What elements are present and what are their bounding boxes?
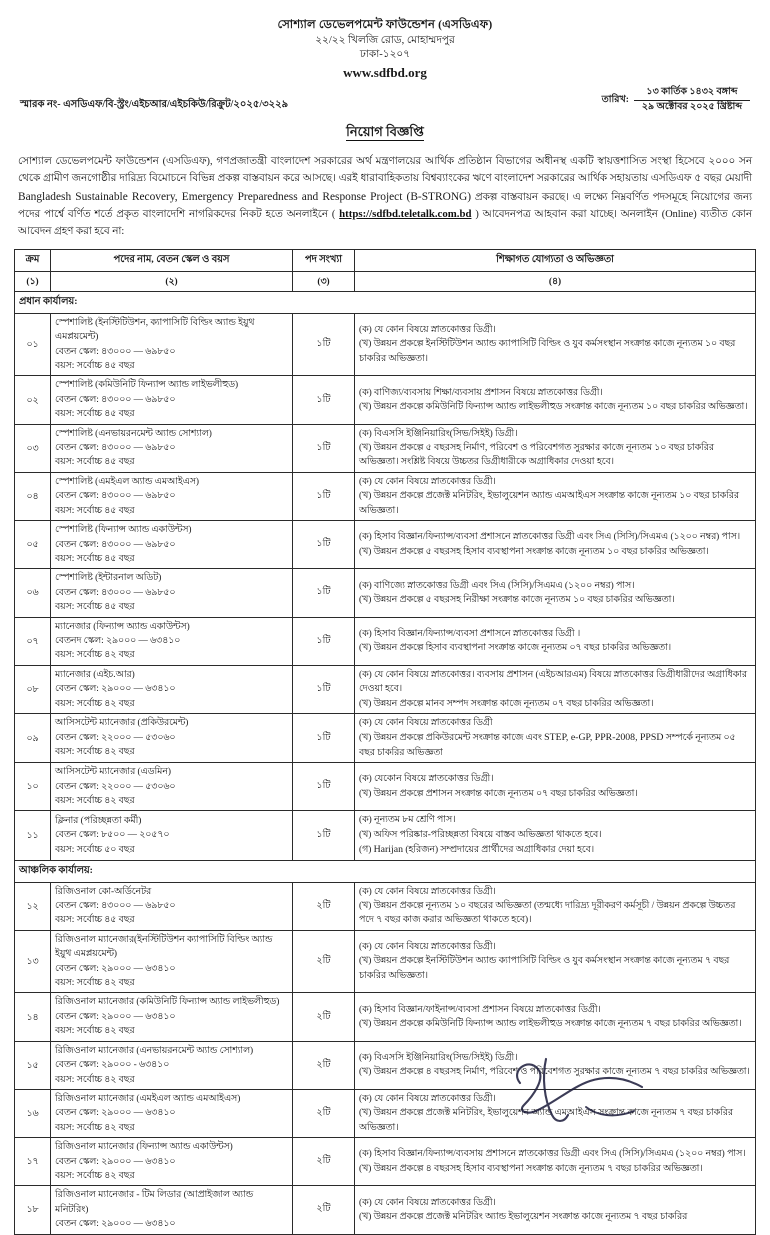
- row-qualifications: [355, 313, 756, 376]
- row-post-count: ১টি: [293, 472, 355, 520]
- row-post-details: [51, 472, 293, 520]
- row-post-count: ১টি: [293, 376, 355, 424]
- table-body: [15, 291, 756, 1234]
- qualification-item: (ক) যে কোন বিষয়ে স্নাতকোত্তর ডিগ্রী: [359, 717, 493, 728]
- qualification-item: (খ) উন্নয়ন প্রকল্পে প্রশাসন সংক্রান্ত কাজে নূন্যতম ০৭ বছর চাকরির অভিজ্ঞতা।: [359, 788, 638, 799]
- qualification-item: (খ) উন্নয়ন প্রকল্পে ৫ বছরসহ নির্মাণ, পরিবেশ ও পরিবেশগত সুরক্ষার কাজে নূন্যতম ১০ বছর চাকরির অভিজ্ঞতা। সংশ্লিষ্ট বিষয়ে উচ্চতর ডিগ্রীধারীকে অগ্রাধিকার দেওয়া হবে।: [359, 443, 715, 468]
- qualification-item: (গ) Harijan (হরিজন) সম্প্রদায়ের প্রার্থীদের অগ্রাধিকার দেয়া হবে।: [359, 844, 595, 856]
- row-qualifications: [355, 1186, 756, 1234]
- colnum-2: (২): [51, 271, 293, 291]
- post-name: ক্লিনার (পরিচ্ছন্নতা কর্মী): [55, 815, 142, 826]
- post-name: স্পেশালিষ্ট (ইন্টারনাল অডিট): [55, 573, 162, 584]
- table-head: [15, 249, 756, 291]
- row-qualifications: [355, 521, 756, 569]
- row-qualifications: [355, 763, 756, 811]
- qualification-item: (ক) যে কোন বিষয়ে স্নাতকোত্তর ডিগ্রী।: [359, 1093, 496, 1104]
- qualification-item: (ক) যে কোন বিষয়ে স্নাতকোত্তর ডিগ্রী।: [359, 886, 496, 897]
- qualification-item: (খ) উন্নয়ন প্রকল্পে প্রকিউরমেন্ট সংক্রান্ত কাজে এবং STEP, e-GP, PPR-2008, PPSD সম্পর্কে নূন্যতম ০৫ বছর চাকরির অভিজ্ঞতা: [359, 732, 736, 758]
- row-post-count: ২টি: [293, 882, 355, 930]
- post-age-limit: বয়স: সর্বোচ্চ ৪৫ বছর: [55, 409, 135, 420]
- memo-date-row: [14, 87, 756, 114]
- post-salary-scale: বেতন স্কেল: ২৯০০০ — ৬৩৪১০: [55, 1108, 176, 1119]
- post-salary-scale: বেতন স্কেল: ৪৩০০০ — ৬৯৮৫০: [55, 443, 176, 454]
- memo-number: স্মারক নং- এসডিএফ/বি-স্ট্রং/এইচআর/এইচকিউ/রিক্রুট/২০২৫/৩২২৯: [20, 99, 289, 111]
- post-salary-scale: বেতন স্কেল: ২৯০০০ - ৬৩৪১০: [55, 1060, 170, 1071]
- table-row: [15, 569, 756, 617]
- row-serial: ০৮: [15, 665, 51, 713]
- qualification-item: (ক) বিএসসি ইঞ্জিনিয়ারিং(সিভ/সিইই) ডিগ্রী।: [359, 1052, 518, 1063]
- row-qualifications: [355, 472, 756, 520]
- post-salary-scale: বেতন স্কেল: ২৯০০০ — ৬৩৪১০: [55, 1219, 176, 1230]
- row-serial: ১৮: [15, 1186, 51, 1234]
- row-post-count: ২টি: [293, 1138, 355, 1186]
- row-qualifications: [355, 811, 756, 860]
- row-post-count: ২টি: [293, 1186, 355, 1234]
- row-qualifications: [355, 617, 756, 665]
- post-salary-scale: বেতন স্কেল: ২৯০০০ — ৬৩৪১০: [55, 1156, 176, 1167]
- post-age-limit: বয়স: সর্বোচ্চ ৪২ বছর: [55, 698, 135, 709]
- row-post-details: [51, 521, 293, 569]
- row-post-details: [51, 882, 293, 930]
- vacancy-table: [14, 249, 756, 1235]
- application-url-link[interactable]: https://sdfbd.teletalk.com.bd: [339, 208, 472, 221]
- date-gregorian: ২৯ অক্টোবর ২০২৫ খ্রিষ্টাব্দ: [641, 102, 742, 113]
- row-post-count: ১টি: [293, 569, 355, 617]
- post-name: আসিসটেন্ট ম্যানেজার (এডমিন): [55, 767, 171, 778]
- post-name: আসিসটেন্ট ম্যানেজার (প্রকিউরমেন্ট): [55, 718, 189, 729]
- post-age-limit: বয়স: সর্বোচ্চ ৪৫ বছর: [55, 553, 135, 564]
- post-name: স্পেশালিষ্ট (ফিন্যান্স অ্যান্ড একাউন্টস): [55, 525, 192, 536]
- row-qualifications: [355, 1138, 756, 1186]
- row-post-details: [51, 376, 293, 424]
- qualification-item: (ক) যে কোন বিষয়ে স্নাতকোত্তর ডিগ্রী।: [359, 1197, 496, 1208]
- post-salary-scale: বেতন স্কেল: ৪৩০০০ — ৬৯৮৫০: [55, 587, 176, 598]
- row-qualifications: [355, 930, 756, 993]
- organization-website[interactable]: www.sdfbd.org: [343, 64, 427, 80]
- row-post-details: [51, 665, 293, 713]
- post-salary-scale: বেতন স্কেল: ২২০০০ — ৫৩০৬০: [55, 732, 176, 743]
- project-title-english: Bangladesh Sustainable Recovery, Emergency Preparedness and Response Project (B-STRONG): [18, 190, 472, 203]
- post-salary-scale: বেতন স্কেল: ৪৩০০০ — ৬৯৮৫০: [55, 901, 176, 912]
- qualification-item: (খ) উন্নয়ন প্রকল্পে প্রজেক্ট মনিটরিং, ইভালুয়েশন অ্যান্ড এমআইএস সংক্রান্ত কাজে নূন্যতম ১০ বছর চাকরির অভিজ্ঞতা।: [359, 491, 739, 516]
- table-row: [15, 472, 756, 520]
- post-age-limit: বয়স: সর্বোচ্চ ৪২ বছর: [55, 650, 135, 661]
- row-post-details: [51, 1089, 293, 1137]
- qualification-item: (ক) বাণিজ্যে স্নাতকোত্তর ডিগ্রী এবং সিএ (সিসি)/সিএমএ (১২০০ নম্বর) পাস।: [359, 580, 635, 591]
- post-age-limit: বয়স: সর্বোচ্চ ৪৫ বছর: [55, 915, 135, 926]
- qualification-item: (খ) উন্নয়ন প্রকল্পে প্রজেক্ট মনিটরিং, ইভালুয়েশন অ্যান্ড এমআইএস সংক্রান্ত কাজে নূন্যতম ৭ বছর চাকরির অভিজ্ঞতা।: [359, 1108, 733, 1133]
- table-row: [15, 313, 756, 376]
- row-post-details: [51, 424, 293, 472]
- post-name: ম্যানেজার (ফিন্যান্স অ্যান্ড একাউন্টস): [55, 621, 190, 632]
- table-row: [15, 521, 756, 569]
- row-serial: ১৭: [15, 1138, 51, 1186]
- colnum-3: (৩): [293, 271, 355, 291]
- qualification-item: (ক) যে কোন বিষয়ে স্নাতকোত্তর ডিগ্রী।: [359, 942, 496, 953]
- post-name: রিজিওনাল ম্যানেজার (এনভায়রনমেন্ট অ্যান্ড সোশ্যাল): [55, 1045, 254, 1056]
- table-header-row: [15, 249, 756, 271]
- row-qualifications: [355, 569, 756, 617]
- row-post-details: [51, 1138, 293, 1186]
- row-serial: ১৪: [15, 993, 51, 1041]
- intro-part-3: ) আবেদনপত্র আহবান করা যাচ্ছে। অনলাইন (Online) ব্যতীত কোন আবেদন গ্রহণ করা হবে না:: [18, 209, 752, 238]
- post-age-limit: বয়স: সর্বোচ্চ ৪২ বছর: [55, 796, 135, 806]
- section-header-row: [15, 291, 756, 313]
- row-post-count: ২টি: [293, 1089, 355, 1137]
- table-row: [15, 993, 756, 1041]
- post-salary-scale: বেতন স্কেল: ২২০০০ — ৫৩০৬০: [55, 781, 176, 792]
- intro-part-2: প্রকল্প বাস্তবায়ন করছে। এ লক্ষ্যে নিম্নবর্ণিত পদসমূহে নিয়োগের জন্য পদের পার্শ্বে বর্ণিত শর্তে প্রকৃত বাংলাদেশি নাগরিকদের নিকট হতে অনলাইনে (: [18, 191, 752, 221]
- qualification-item: (ক) বাণিজ্য/ব্যবসায় শিক্ষা/ব্যবসায় প্রশাসন বিষয়ে স্নাতকোত্তর ডিগ্রী।: [359, 387, 603, 398]
- post-age-limit: বয়স: সর্বোচ্চ ৫০ বছর: [55, 844, 135, 855]
- row-post-details: [51, 930, 293, 993]
- qualification-item: (ক) হিসাব বিজ্ঞান/ফিন্যান্স/ব্যবসা প্রশাসনে স্নাতকোত্তর ডিগ্রী এবং সিএ (সিসি)/সিএমএ (১২০০ নম্বর) পাস।: [359, 532, 741, 543]
- date-label: তারিখ:: [601, 95, 629, 106]
- row-serial: ১০: [15, 763, 51, 811]
- qualification-item: (খ) উন্নয়ন প্রকল্পে হিসাব ব্যবস্থাপনা সংক্রান্ত কাজে নূন্যতম ০৭ বছর চাকরির অভিজ্ঞতা।: [359, 643, 672, 654]
- page-title-text: নিয়োগ বিজ্ঞপ্তি: [346, 124, 424, 140]
- row-serial: ০৭: [15, 617, 51, 665]
- qualification-item: (খ) উন্নয়ন প্রকল্পে মানব সম্পদ সংক্রান্ত কাজে নূন্যতম ০৭ বছর চাকরির অভিজ্ঞতা।: [359, 698, 654, 709]
- qualification-item: (খ) উন্নয়ন প্রকল্পে ইনস্টিটিউশন অ্যান্ড ক্যাপাসিটি বিল্ডিং ও যুব কর্মসংস্থান সংক্রান্ত কাজে নূন্যতম ৭ বছর চাকরির অভিজ্ঞতা।: [359, 956, 730, 981]
- row-serial: ১৫: [15, 1041, 51, 1089]
- row-post-count: ১টি: [293, 521, 355, 569]
- post-salary-scale: বেতন স্কেল: ৪৩০০০ — ৬৯৮৫০: [55, 346, 176, 357]
- table-row: [15, 713, 756, 762]
- qualification-item: (খ) উন্নয়ন প্রকল্পে প্রজেক্ট মনিটরিং অ্যান্ড ইভালুয়েশন সংক্রান্ত কাজে নূন্যতম ৭ বছর চাকরির: [359, 1211, 688, 1222]
- post-age-limit: বয়স: সর্বোচ্চ ৪২ বছর: [55, 747, 135, 758]
- post-age-limit: বয়স: সর্বোচ্চ ৪৫ বছর: [55, 457, 135, 468]
- qualification-item: (ক) যে কোন বিষয়ে স্নাতকোত্তর। ব্যবসায় প্রশাসন (এইচআরএম) বিষয়ে স্নাতকোত্তর ডিগ্রীধারীদের অগ্রাধিকার দেওয়া হবে।: [359, 669, 748, 695]
- row-post-count: ১টি: [293, 313, 355, 376]
- qualification-item: (খ) উন্নয়ন প্রকল্পে ইনস্টিটিউশন অ্যান্ড ক্যাপাসিটি বিল্ডিং ও যুব কর্মসংস্থান সংক্রান্ত কাজে নূন্যতম ১০ বছর চাকরির অভিজ্ঞতা।: [359, 339, 736, 364]
- post-salary-scale: বেতন স্কেল: ২৯০০০ — ৬৩৪১০: [55, 1011, 176, 1022]
- header-post-name: পদের নাম, বেতন স্কেল ও বয়স: [51, 249, 293, 271]
- organization-address-line1: ২২/২২ খিলজি রোড, মোহাম্মদপুর: [315, 34, 455, 46]
- section-header-row: [15, 860, 756, 882]
- qualification-item: (খ) অফিস পরিষ্কার-পরিচ্ছন্নতা বিষয়ে বাস্তব অভিজ্ঞতা থাকতে হবে।: [359, 829, 602, 840]
- row-post-details: [51, 1041, 293, 1089]
- post-name: রিজিওনাল ম্যানেজার(ইনস্টিটিউশন ক্যাপাসিটি বিল্ডিং অ্যান্ড ইয়ুথ এমপ্লয়মেন্ট): [55, 934, 273, 960]
- post-age-limit: বয়স: সর্বোচ্চ ৪২ বছর: [55, 978, 135, 989]
- post-name: রিজিওনাল ম্যানেজার (এমইএল অ্যান্ড এমআইএস): [55, 1093, 241, 1104]
- post-name: ম্যানেজার (এইচ.আর): [55, 669, 135, 680]
- row-serial: ০৯: [15, 713, 51, 762]
- colnum-4: (৪): [355, 271, 756, 291]
- qualification-item: (ক) বিএসসি ইঞ্জিনিয়ারিং(সিভ/সিইই) ডিগ্রী।: [359, 428, 518, 439]
- row-post-details: [51, 313, 293, 376]
- row-post-count: ১টি: [293, 713, 355, 762]
- row-qualifications: [355, 665, 756, 713]
- header-qualification: শিক্ষাগত যোগ্যতা ও অভিজ্ঞতা: [355, 249, 756, 271]
- post-age-limit: বয়স: সর্বোচ্চ ৪৫ বছর: [55, 361, 135, 372]
- row-post-details: [51, 617, 293, 665]
- header-serial: ক্রম: [15, 249, 51, 271]
- row-qualifications: [355, 1041, 756, 1089]
- row-post-count: ২টি: [293, 930, 355, 993]
- post-age-limit: বয়স: সর্বোচ্চ ৪২ বছর: [55, 1026, 135, 1037]
- table-row: [15, 811, 756, 860]
- post-salary-scale: বেতন স্কেল: ২৯০০০ — ৬৩৪১০: [55, 684, 176, 695]
- row-qualifications: [355, 882, 756, 930]
- table-row: [15, 617, 756, 665]
- table-row: [15, 1041, 756, 1089]
- post-age-limit: বয়স: সর্বোচ্চ ৪২ বছর: [55, 1122, 135, 1133]
- qualification-item: (ক) যেকোন বিষয়ে স্নাতকোত্তর ডিগ্রী।: [359, 774, 494, 785]
- row-post-details: [51, 811, 293, 860]
- row-serial: ০১: [15, 313, 51, 376]
- qualification-item: (খ) উন্নয়ন প্রকল্পে নূন্যতম ১০ বছরের অভিজ্ঞতা (তন্মধ্যে দারিদ্র্য দূরীকরণ কর্মসূচী / উন্নয়ন প্রকল্পে উচ্চতর পদে ৭ বছর কাজ করার অভিজ্ঞতা থাকতে হবে)।: [359, 901, 736, 926]
- qualification-item: (খ) উন্নয়ন প্রকল্পে ৫ বছরসহ হিসাব ব্যবস্থাপনা সংক্রান্ত কাজে নূন্যতম ১০ বছর চাকরির অভিজ্ঞতা।: [359, 546, 709, 557]
- qualification-item: (খ) উন্নয়ন প্রকল্পে ৪ বছরসহ নির্মাণ, পরিবেশ ও পরিবেশগত সুরক্ষার কাজে নূন্যতম ৭ বছর চাকরির অভিজ্ঞতা।: [359, 1067, 750, 1078]
- page-title: [14, 123, 756, 144]
- row-post-count: ১টি: [293, 763, 355, 811]
- table-row: [15, 1138, 756, 1186]
- table-row: [15, 882, 756, 930]
- post-salary-scale: বেতন স্কেল: ৪৩০০০ — ৬৯৮৫০: [55, 394, 176, 405]
- qualification-item: (খ) উন্নয়ন প্রকল্পে ৪ বছরসহ হিসাব ব্যবস্থাপনা সংক্রান্ত কাজে নূন্যতম ৭ বছর চাকরির অভিজ্ঞতা।: [359, 1163, 703, 1174]
- colnum-1: (১): [15, 271, 51, 291]
- table-row: [15, 376, 756, 424]
- row-post-details: [51, 1186, 293, 1234]
- row-post-count: ১টি: [293, 811, 355, 860]
- row-serial: ০৫: [15, 521, 51, 569]
- table-row: [15, 424, 756, 472]
- date-block: [602, 87, 750, 114]
- post-salary-scale: বেতন স্কেল: ২৯০০০ — ৬৩৪১০: [55, 963, 176, 974]
- section-heading: প্রধান কার্যালয়:: [15, 291, 756, 313]
- date-values: [634, 87, 750, 114]
- letterhead: [14, 18, 756, 81]
- row-qualifications: [355, 424, 756, 472]
- qualification-item: (ক) যে কোন বিষয়ে স্নাতকোত্তর ডিগ্রী।: [359, 476, 496, 487]
- post-name: স্পেশালিষ্ট (কমিউনিটি ফিন্যান্স অ্যান্ড লাইভলীহুড): [55, 380, 239, 391]
- qualification-item: (ক) হিসাব বিজ্ঞান/ফাইনান্স/ব্যবসা প্রশাসন বিষয়ে স্নাতকোত্তর ডিগ্রী।: [359, 1004, 601, 1015]
- row-serial: ০৬: [15, 569, 51, 617]
- table-row: [15, 930, 756, 993]
- row-post-details: [51, 763, 293, 811]
- post-name: রিজিওনাল ম্যানেজার (ফিন্যান্স অ্যান্ড একাউন্টস): [55, 1142, 233, 1153]
- row-serial: ০৪: [15, 472, 51, 520]
- row-serial: ০২: [15, 376, 51, 424]
- row-post-count: ১টি: [293, 665, 355, 713]
- row-serial: ১১: [15, 811, 51, 860]
- post-age-limit: বয়স: সর্বোচ্চ ৪৫ বছর: [55, 505, 135, 516]
- row-qualifications: [355, 1089, 756, 1137]
- post-name: রিজিওনাল ম্যানেজার (কমিউনিটি ফিন্যান্স অ্যান্ড লাইভলীহুড): [55, 997, 280, 1008]
- post-age-limit: বয়স: সর্বোচ্চ ৪৫ বছর: [55, 602, 135, 613]
- row-post-count: ২টি: [293, 1041, 355, 1089]
- qualification-item: (খ) উন্নয়ন প্রকল্পে কমিউনিটি ফিন্যান্স অ্যান্ড লাইভলীহুড সংক্রান্ত কাজে নূন্যতম ৭ বছর চাকরির অভিজ্ঞতা।: [359, 1019, 742, 1030]
- row-post-details: [51, 993, 293, 1041]
- intro-part-1: সোশ্যাল ডেভেলপমেন্ট ফাউন্ডেশন (এসডিএফ), গণপ্রজাতন্ত্রী বাংলাদেশ সরকারের অর্থ মন্ত্রণালয়ের আর্থিক প্রতিষ্ঠান বিভাগের অধীনস্থ একটি স্বায়ত্তশাসিত সংস্থা হিসেবে ২০০০ সন থেকে গ্রামীণ জনগোষ্ঠীর দারিদ্র্য বিমোচনে বিভিন্ন প্রকল্প বাস্তবায়ন করে আসছে। এরই ধারাবাহিকতায় বিশ্বব্যাংকের ঋণে বাংলাদেশ সরকারের আর্থিক সহায়তায় এসডিএফ ৫ বছর মেয়াদী: [18, 156, 752, 185]
- row-qualifications: [355, 993, 756, 1041]
- table-column-number-row: [15, 271, 756, 291]
- post-salary-scale: বেতনদ স্কেল: ২৯০০০ — ৬৩৪১০: [55, 635, 181, 646]
- organization-address-line2: ঢাকা-১২০৭: [359, 48, 411, 60]
- table-row: [15, 1186, 756, 1234]
- row-post-count: ১টি: [293, 424, 355, 472]
- row-post-details: [51, 713, 293, 762]
- row-serial: ১৬: [15, 1089, 51, 1137]
- row-serial: ১৩: [15, 930, 51, 993]
- intro-paragraph: [14, 154, 756, 240]
- qualification-item: (ক) নূন্যতম ৮ম শ্রেণি পাস।: [359, 815, 456, 826]
- row-qualifications: [355, 713, 756, 762]
- table-row: [15, 763, 756, 811]
- section-heading: আঞ্চলিক কার্যালয়:: [15, 860, 756, 882]
- post-age-limit: বয়স: সর্বোচ্চ ৪২ বছর: [55, 1074, 135, 1085]
- header-post-count: পদ সংখ্যা: [293, 249, 355, 271]
- post-name: রিজিওনাল ম্যানেজার - টিম লিডার (আপ্রাইজাল অ্যান্ড মনিটরিং): [55, 1190, 254, 1215]
- post-name: স্পেশালিষ্ট (ইনস্টিটিউশন, ক্যাপাসিটি বিল্ডিং অ্যান্ড ইয়ুথ এমপ্লয়মেন্ট): [55, 317, 255, 343]
- post-name: স্পেশালিষ্ট (এমইএল অ্যান্ড এমআইএস): [55, 476, 200, 487]
- table-row: [15, 665, 756, 713]
- post-salary-scale: বেতন স্কেল: ৪৩০০০ — ৬৯৮৫০: [55, 539, 176, 550]
- date-bangla: ১৩ কার্তিক ১৪৩২ বঙ্গাব্দ: [634, 87, 750, 101]
- qualification-item: (খ) উন্নয়ন প্রকল্পে কমিউনিটি ফিন্যান্স অ্যান্ড লাইভলীহুড সংক্রান্ত কাজে নূন্যতম ১০ বছর চাকরির অভিজ্ঞতা।: [359, 402, 748, 413]
- post-name: রিজিওনাল কো-অর্ডিনেটর: [55, 886, 152, 897]
- table-row: [15, 1089, 756, 1137]
- qualification-item: (ক) হিসাব বিজ্ঞান/ফিন্যান্স/ব্যবসায় প্রশাসনে স্নাতকোত্তর ডিগ্রী এবং সিএ (সিসি)/সিএমএ (১২০০ নম্বর) পাস।: [359, 1149, 746, 1160]
- row-qualifications: [355, 376, 756, 424]
- organization-name: সোশ্যাল ডেভেলপমেন্ট ফাউন্ডেশন (এসডিএফ): [277, 19, 493, 31]
- qualification-item: (খ) উন্নয়ন প্রকল্পে ৫ বছরসহ নিরীক্ষা সংক্রান্ত কাজে নূন্যতম ১০ বছর চাকরির অভিজ্ঞতা।: [359, 594, 675, 605]
- row-post-details: [51, 569, 293, 617]
- row-serial: ০৩: [15, 424, 51, 472]
- qualification-item: (ক) হিসাব বিজ্ঞান/ফিন্যান্স/ব্যবসা প্রশাসনে স্নাতকোত্তর ডিগ্রী ।: [359, 628, 581, 639]
- qualification-item: (ক) যে কোন বিষয়ে স্নাতকোত্তর ডিগ্রী।: [359, 325, 496, 336]
- post-name: স্পেশালিষ্ট (এনভায়রনমেন্ট অ্যান্ড সোশ্যাল): [55, 428, 212, 439]
- post-salary-scale: বেতন স্কেল: ৪৩০০০ — ৬৯৮৫০: [55, 491, 176, 502]
- row-serial: ১২: [15, 882, 51, 930]
- post-age-limit: বয়স: সর্বোচ্চ ৪২ বছর: [55, 1170, 135, 1181]
- post-salary-scale: বেতন স্কেল: ৮৫০০ — ২০৫৭০: [55, 830, 170, 841]
- row-post-count: ১টি: [293, 617, 355, 665]
- row-post-count: ২টি: [293, 993, 355, 1041]
